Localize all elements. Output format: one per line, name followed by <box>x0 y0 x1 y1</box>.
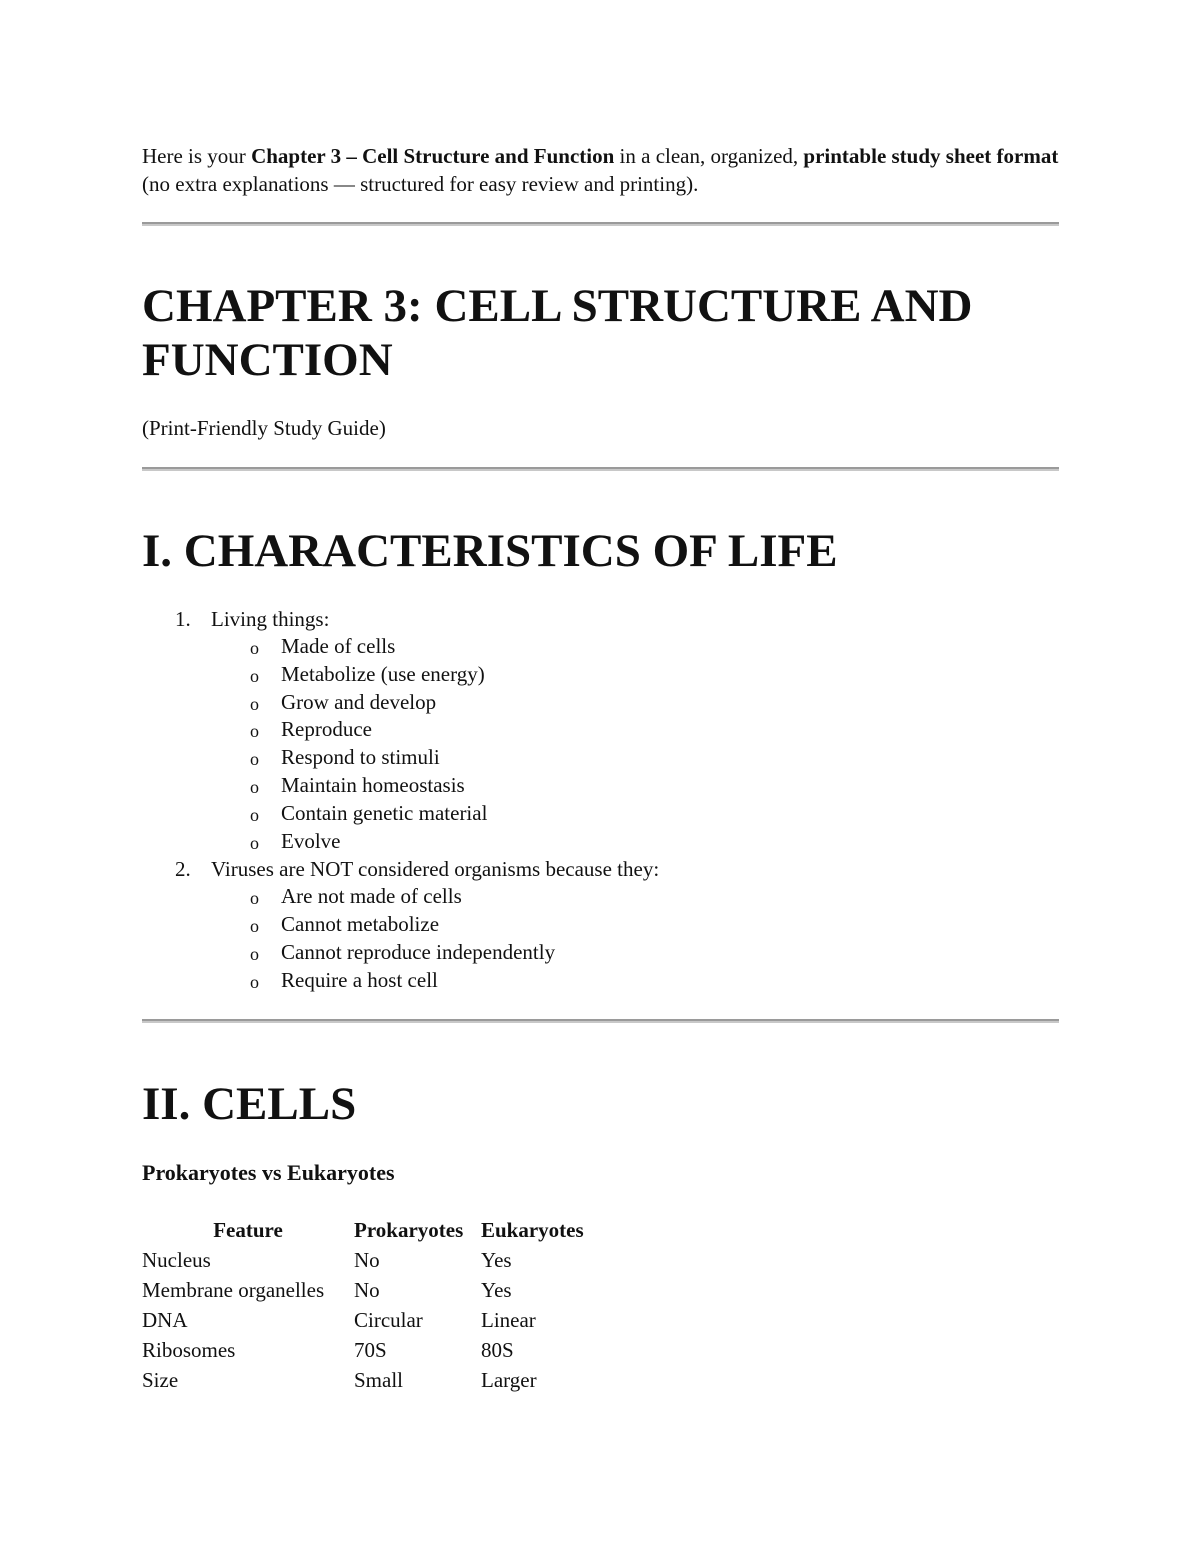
intro-text-1: Here is your <box>142 144 252 168</box>
page-title: CHAPTER 3: CELL STRUCTURE AND FUNCTION <box>142 280 973 386</box>
bullet-icon: o <box>250 638 259 658</box>
sub-list-item-text: Require a host cell <box>281 967 438 992</box>
sub-list-item <box>211 661 659 689</box>
intro-bold-format: printable study sheet format <box>803 144 1059 168</box>
sub-list-item <box>211 911 659 939</box>
table-row <box>142 1365 611 1395</box>
table-header-cell: Prokaryotes <box>354 1218 464 1242</box>
list-number: 2. <box>175 857 191 882</box>
sub-list-item <box>211 883 659 911</box>
table-cell: Nucleus <box>142 1248 211 1272</box>
bullet-icon: o <box>250 832 259 853</box>
table-cell: No <box>354 1278 380 1302</box>
sub-list-item-text: Evolve <box>281 828 341 853</box>
table-subheading: Prokaryotes vs Eukaryotes <box>142 1160 395 1185</box>
intro-bold-chapter: Chapter 3 – Cell Structure and Function <box>251 144 615 168</box>
sub-list-item <box>211 772 659 800</box>
sub-list <box>211 633 659 855</box>
table-row <box>142 1305 611 1335</box>
intro-text-3: (no extra explanations — structured for easy review and printing). <box>142 172 699 196</box>
table-cell: Circular <box>354 1308 423 1332</box>
sub-list-item-text: Cannot reproduce independently <box>281 939 556 964</box>
sub-list-item <box>211 689 659 717</box>
bullet-icon: o <box>250 804 259 825</box>
bullet-icon: o <box>250 971 259 992</box>
list-item-text: Living things: <box>211 607 330 631</box>
sub-list <box>211 883 659 994</box>
bullet-icon: o <box>250 693 259 714</box>
sub-list-item <box>211 744 659 772</box>
list-number: 1. <box>175 607 191 631</box>
bullet-icon: o <box>250 749 259 770</box>
sub-list-item-text: Grow and develop <box>281 689 437 714</box>
horizontal-rule <box>142 467 1059 471</box>
bullet-icon: o <box>250 721 259 742</box>
table-cell: Larger <box>481 1368 537 1392</box>
table-cell: Ribosomes <box>142 1338 236 1362</box>
table-cell: Linear <box>481 1308 536 1332</box>
sub-list-item-text: Contain genetic material <box>281 800 488 825</box>
sub-list-item-text: Reproduce <box>281 717 372 742</box>
table-cell: Size <box>142 1368 179 1392</box>
table-cell: Membrane organelles <box>142 1278 325 1302</box>
table-header-row <box>142 1215 611 1245</box>
table-header-cell: Feature <box>213 1218 283 1242</box>
sub-list-item-text: Respond to stimuli <box>281 745 440 770</box>
sub-list-item <box>211 716 659 744</box>
section-heading-characteristics: I. CHARACTERISTICS OF LIFE <box>142 525 838 577</box>
characteristics-list <box>142 605 659 995</box>
list-item <box>142 605 659 855</box>
sub-list-item <box>211 828 659 856</box>
sub-list-item-text: Maintain homeostasis <box>281 772 465 797</box>
intro-paragraph <box>142 142 1059 198</box>
table-cell: 70S <box>354 1338 387 1362</box>
table-header-cell: Eukaryotes <box>481 1218 584 1242</box>
list-item <box>142 855 659 994</box>
intro-text-2: in a clean, organized, <box>614 144 804 168</box>
sub-list-item-text: Are not made of cells <box>281 884 462 909</box>
table-cell: DNA <box>142 1308 188 1332</box>
sub-list-item-text: Cannot metabolize <box>281 912 440 937</box>
sub-list-item <box>211 967 659 995</box>
horizontal-rule <box>142 1019 1059 1023</box>
sub-list-item-text: Made of cells <box>281 634 396 658</box>
bullet-icon: o <box>250 888 259 909</box>
comparison-table <box>142 1215 611 1395</box>
page-subtitle: (Print-Friendly Study Guide) <box>142 416 386 440</box>
sub-list-item <box>211 939 659 967</box>
horizontal-rule <box>142 222 1059 226</box>
sub-list-item-text: Metabolize (use energy) <box>281 661 485 686</box>
table-cell: Small <box>354 1368 404 1392</box>
table-cell: Yes <box>481 1248 512 1272</box>
list-item-text: Viruses are NOT considered organisms because they: <box>211 857 660 882</box>
bullet-icon: o <box>250 943 259 964</box>
table-cell: 80S <box>481 1338 514 1362</box>
sub-list-item <box>211 800 659 828</box>
bullet-icon: o <box>250 776 259 797</box>
sub-list-item <box>211 633 659 661</box>
table-cell: No <box>354 1248 380 1272</box>
table-row <box>142 1275 611 1305</box>
bullet-icon: o <box>250 665 259 686</box>
table-cell: Yes <box>481 1278 512 1302</box>
table-row <box>142 1245 611 1275</box>
bullet-icon: o <box>250 916 259 937</box>
section-heading-cells: II. CELLS <box>142 1078 357 1130</box>
table-row <box>142 1335 611 1365</box>
